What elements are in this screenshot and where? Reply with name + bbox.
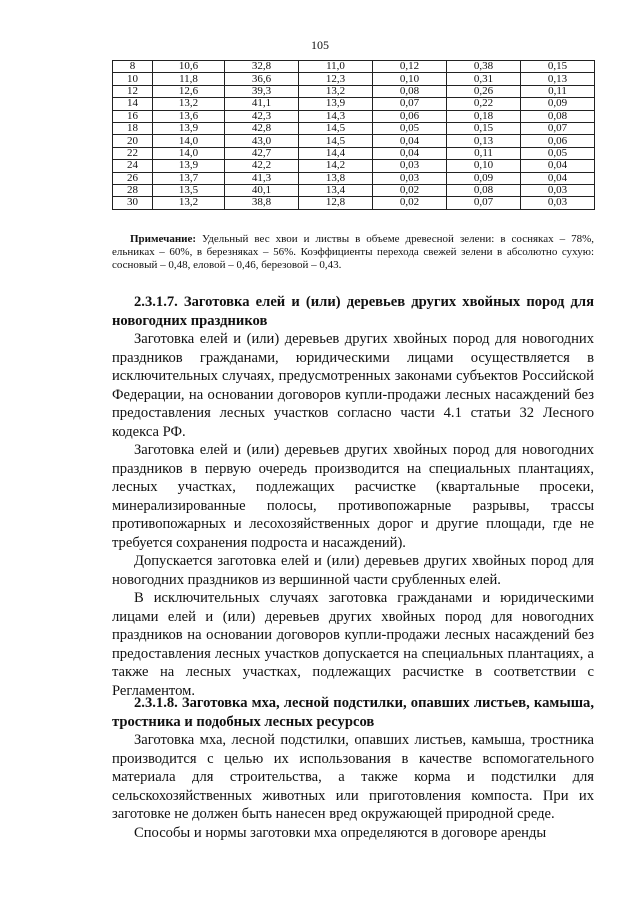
table-cell: 0,18 <box>447 110 521 122</box>
table-cell: 13,2 <box>299 85 373 97</box>
table-cell: 11,0 <box>299 61 373 73</box>
table-cell: 42,3 <box>225 110 299 122</box>
table-cell: 0,04 <box>373 135 447 147</box>
table-cell: 0,08 <box>373 85 447 97</box>
paragraph: Допускается заготовка елей и (или) деревьев других хвойных пород для новогодних праздников из вершинной части срубленных елей. <box>112 553 594 588</box>
table-cell: 0,07 <box>521 122 595 134</box>
table-cell: 0,06 <box>521 135 595 147</box>
section-heading: 2.3.1.8. Заготовка мха, лесной подстилки, опавших листьев, камыша, тростника и подобных лесных ресурсов <box>112 695 594 730</box>
table-cell: 10,6 <box>153 61 225 73</box>
page-number: 105 <box>311 38 329 52</box>
table-row <box>113 197 595 209</box>
table-cell: 14,5 <box>299 122 373 134</box>
table-cell: 0,38 <box>447 61 521 73</box>
table-cell: 11,8 <box>153 73 225 85</box>
section-2-3-1-8 <box>112 694 594 842</box>
data-table <box>112 60 595 210</box>
table-cell: 12,8 <box>299 197 373 209</box>
table-row <box>113 61 595 73</box>
section-2-3-1-7 <box>112 293 594 700</box>
table-cell: 13,5 <box>153 184 225 196</box>
table-cell: 0,13 <box>447 135 521 147</box>
table-cell: 12 <box>113 85 153 97</box>
table-cell: 0,13 <box>521 73 595 85</box>
table-cell: 0,10 <box>447 160 521 172</box>
table-cell: 0,08 <box>521 110 595 122</box>
table-row <box>113 98 595 110</box>
table-cell: 42,2 <box>225 160 299 172</box>
table-cell: 14,2 <box>299 160 373 172</box>
table-row <box>113 110 595 122</box>
table-cell: 13,4 <box>299 184 373 196</box>
paragraph: Способы и нормы заготовки мха определяются в договоре аренды <box>134 824 547 841</box>
note-label: Примечание: <box>130 233 197 245</box>
table-cell: 0,15 <box>447 122 521 134</box>
table-row <box>113 160 595 172</box>
table-cell: 42,8 <box>225 122 299 134</box>
table-cell: 42,7 <box>225 147 299 159</box>
table-cell: 0,09 <box>521 98 595 110</box>
table-cell: 8 <box>113 61 153 73</box>
table-cell: 0,03 <box>373 172 447 184</box>
table-cell: 0,26 <box>447 85 521 97</box>
table-cell: 43,0 <box>225 135 299 147</box>
table-cell: 41,3 <box>225 172 299 184</box>
table-cell: 14,3 <box>299 110 373 122</box>
table-cell: 0,04 <box>521 172 595 184</box>
table-cell: 0,02 <box>373 184 447 196</box>
table-cell: 14,0 <box>153 135 225 147</box>
table-cell: 18 <box>113 122 153 134</box>
table-note <box>112 233 594 272</box>
table-cell: 40,1 <box>225 184 299 196</box>
table-cell: 12,3 <box>299 73 373 85</box>
table-cell: 0,10 <box>373 73 447 85</box>
table-cell: 0,03 <box>373 160 447 172</box>
table-cell: 36,6 <box>225 73 299 85</box>
table-cell: 24 <box>113 160 153 172</box>
table-cell: 13,9 <box>299 98 373 110</box>
table-cell: 0,02 <box>373 197 447 209</box>
table-cell: 0,15 <box>521 61 595 73</box>
table-cell: 0,09 <box>447 172 521 184</box>
table-cell: 38,8 <box>225 197 299 209</box>
paragraph: Заготовка елей и (или) деревьев других хвойных пород для новогодних праздников гражданами, юридическими лицами осуществляется в исключительных случаях, предусмотренных законами субъектов Российской Федерации, на основании договоров купли-продажи лесных насаждений без предоставления лесных участков согласно части 4.1 статьи 32 Лесного кодекса РФ. <box>112 331 594 440</box>
table-cell: 0,05 <box>373 122 447 134</box>
table-cell: 16 <box>113 110 153 122</box>
table-cell: 0,04 <box>373 147 447 159</box>
table-row <box>113 85 595 97</box>
table-cell: 13,2 <box>153 197 225 209</box>
table-row <box>113 172 595 184</box>
table-cell: 0,03 <box>521 197 595 209</box>
table-row <box>113 184 595 196</box>
table-cell: 32,8 <box>225 61 299 73</box>
table-cell: 14,4 <box>299 147 373 159</box>
table-cell: 0,05 <box>521 147 595 159</box>
table-cell: 14 <box>113 98 153 110</box>
table-cell: 0,07 <box>373 98 447 110</box>
table-cell: 28 <box>113 184 153 196</box>
table-cell: 0,31 <box>447 73 521 85</box>
table-cell: 0,11 <box>521 85 595 97</box>
table-cell: 20 <box>113 135 153 147</box>
table-cell: 13,7 <box>153 172 225 184</box>
table-cell: 0,03 <box>521 184 595 196</box>
note-text: Удельный вес хвои и листвы в объеме древесной зелени: в сосняках – 78%, ельниках – 60%, в березняках – 56%. Коэффициенты перехода свежей зелени в абсолютно сухую: сосновый – 0,48, еловой – 0,46, березовой – 0,43. <box>112 233 594 271</box>
table-row <box>113 147 595 159</box>
table-cell: 0,07 <box>447 197 521 209</box>
table-cell: 30 <box>113 197 153 209</box>
paragraph: Заготовка елей и (или) деревьев других хвойных пород для новогодних праздников в первую очередь производится на специальных плантациях, лесных участках, подлежащих расчистке (квартальные просеки, минерализированные полосы, противопожарные разрывы, трассы противопожарных и лесохозяйственных дорог и другие площади, где не требуется сохранения подроста и насаждений). <box>112 442 594 551</box>
table-row <box>113 122 595 134</box>
table-cell: 41,1 <box>225 98 299 110</box>
table-cell: 13,9 <box>153 160 225 172</box>
table-body <box>113 61 595 210</box>
table-cell: 10 <box>113 73 153 85</box>
table-cell: 0,06 <box>373 110 447 122</box>
table-cell: 39,3 <box>225 85 299 97</box>
table-row <box>113 73 595 85</box>
table-row <box>113 135 595 147</box>
table-cell: 13,2 <box>153 98 225 110</box>
table-cell: 0,04 <box>521 160 595 172</box>
table-cell: 13,9 <box>153 122 225 134</box>
paragraph: Заготовка мха, лесной подстилки, опавших листьев, камыша, тростника производится с целью их использования в качестве вспомогательного материала для строительства, а также корма и подстилки для сельскохозяйственных животных или приготовления компоста. При их заготовке не должен быть нанесен вред окружающей природной среде. <box>112 732 594 822</box>
table-cell: 0,11 <box>447 147 521 159</box>
table-cell: 0,08 <box>447 184 521 196</box>
table-cell: 12,6 <box>153 85 225 97</box>
section-heading: 2.3.1.7. Заготовка елей и (или) деревьев других хвойных пород для новогодних праздников <box>112 294 594 329</box>
table-cell: 14,5 <box>299 135 373 147</box>
paragraph: В исключительных случаях заготовка гражданами и юридическими лицами елей и (или) деревьев других хвойных пород для новогодних праздников на основании договоров купли-продажи лесных насаждений без предоставления лесных участков допускается на специальных плантациях, а также на лесных участках, подлежащих расчистке в соответствии с Регламентом. <box>112 590 594 699</box>
table-cell: 14,0 <box>153 147 225 159</box>
table-cell: 13,8 <box>299 172 373 184</box>
table-cell: 0,22 <box>447 98 521 110</box>
table-cell: 0,12 <box>373 61 447 73</box>
table-cell: 13,6 <box>153 110 225 122</box>
table-cell: 26 <box>113 172 153 184</box>
table-cell: 22 <box>113 147 153 159</box>
